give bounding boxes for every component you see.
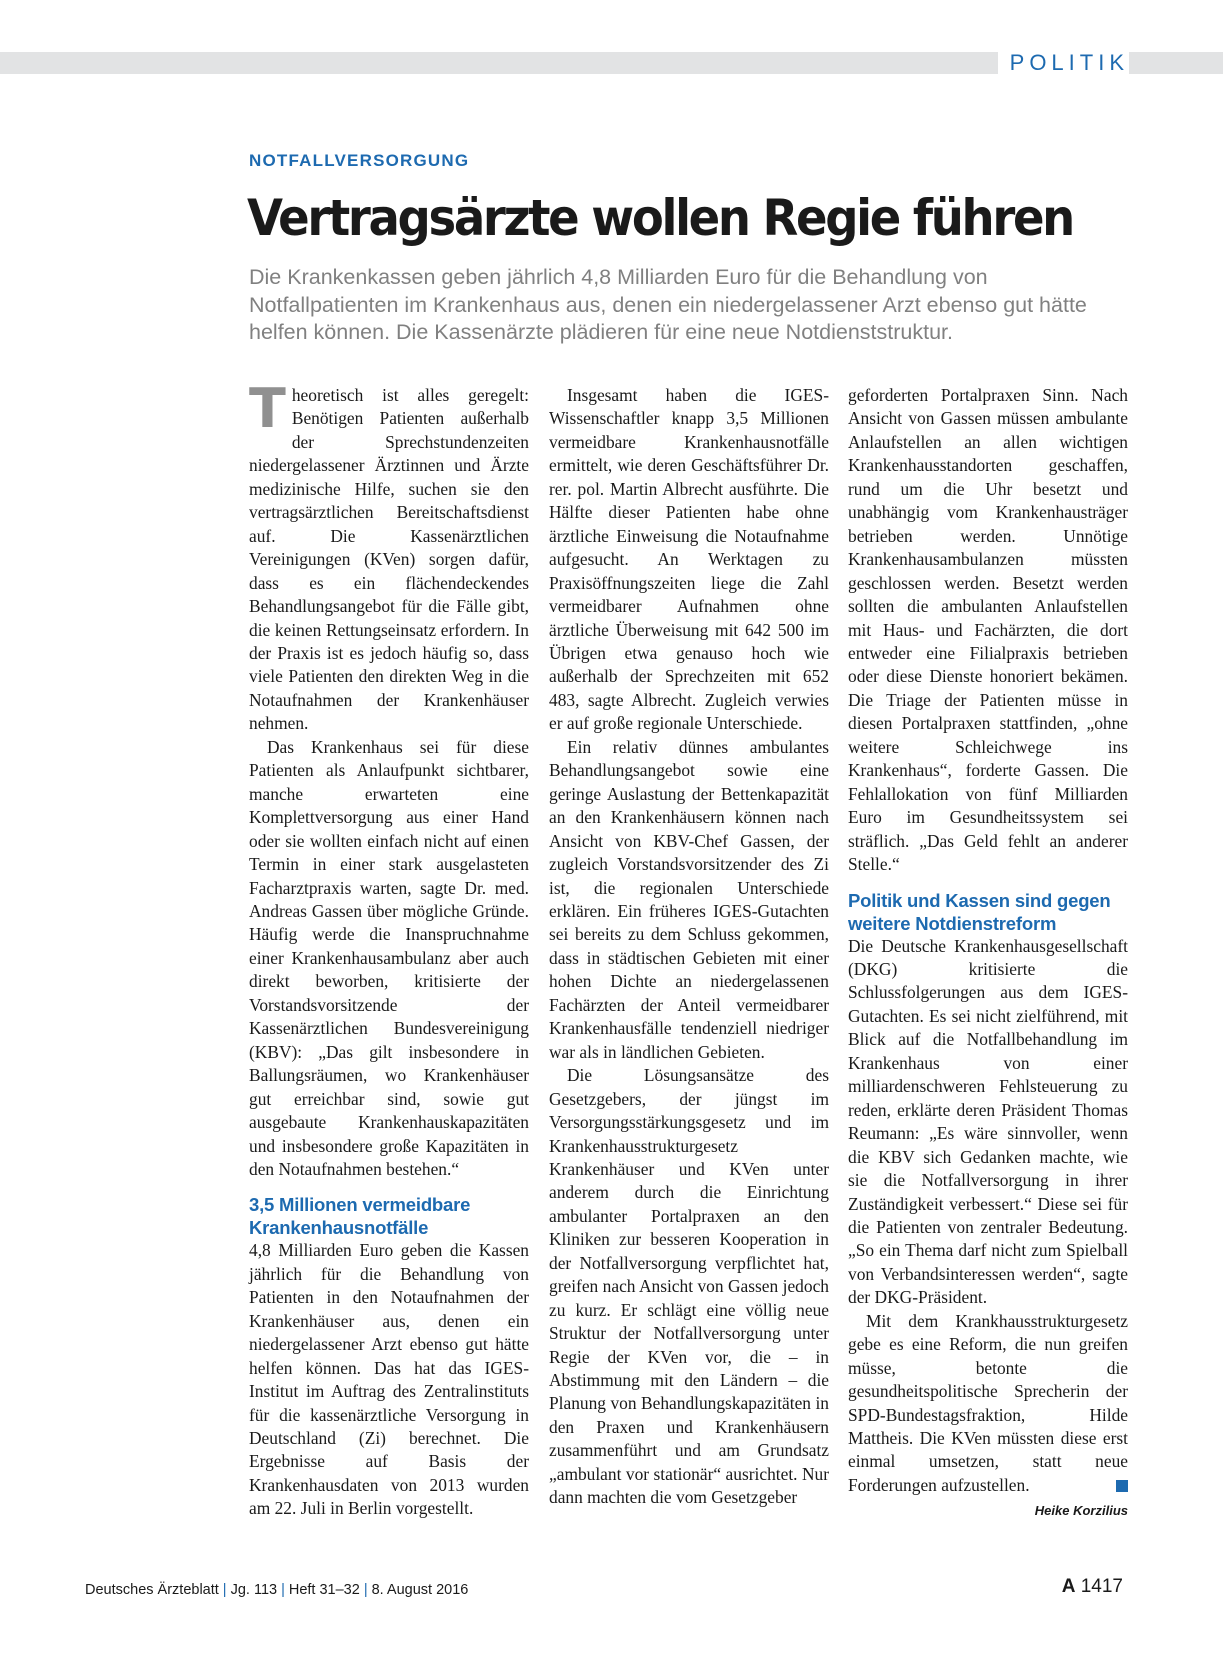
author-byline: Heike Korzilius <box>1034 1503 1128 1519</box>
section-label: POLITIK <box>998 48 1129 78</box>
paragraph-1 <box>249 377 529 736</box>
article-headline: Vertragsärzte wollen Regie führen <box>247 189 1073 247</box>
page-prefix: A <box>1061 1576 1076 1597</box>
footer-issue: Heft 31–32 <box>288 1582 360 1598</box>
text-column-3 <box>848 384 1128 1523</box>
paragraph-1-text: heoretisch ist alles geregelt: Benötigen Patienten außerhalb der Sprechstundenzeiten niedergelassener Ärztinnen und Ärzte medizinische Hilfe, suchen sie den vertragsärztlichen Bereitschaftsdienst auf. Die Kassenärztlichen Vereinigungen (KVen) sorgen dafür, dass es ein flächendeckendes Behandlungsangebot für die Fälle gibt, die keinen Rettungseinsatz erfordern. In der Praxis ist es jedoch häufig so, dass viele Patienten den direkten Weg in die Notaufnahmen der Krankenhäuser nehmen. <box>249 385 529 734</box>
paragraph-2: Das Krankenhaus sei für diese Patienten als Anlaufpunkt sichtbarer, manche erwarteten eine Komplettversorgung aus einer Hand oder sie wollten einfach nicht auf einen Termin in einer stark ausgelasteten Facharztpraxis warten, sagte Dr. med. Andreas Gassen über mögliche Gründe. Häufig werde die Inanspruchnahme einer Krankenhausambulanz aber auch direkt beworben, kritisierte der Vorstandsvorsitzende der Kassenärztlichen Bundesvereinigung (KBV): „Das gilt insbesondere in Ballungsräumen, wo Krankenhäuser gut erreichbar sind, sowie gut ausgebaute Krankenhauskapazitäten und insbesondere große Kapazitäten in den Notaufnahmen bestehen.“ <box>249 736 529 1179</box>
article-teaser: Die Krankenkassen geben jährlich 4,8 Milliarden Euro für die Behandlung von Notfallpatienten im Krankenhaus aus, denen ein niedergelassener Arzt ebenso gut hätte helfen können. Die Kassenärzte plädieren für eine neue Notdienststruktur. <box>249 265 1087 344</box>
page-number-value: 1417 <box>1080 1576 1123 1597</box>
text-column-1 <box>249 377 529 1521</box>
footer-separator: | <box>363 1582 368 1598</box>
footer-volume: Jg. 113 <box>230 1582 278 1598</box>
paragraph-3: 4,8 Milliarden Euro geben die Kassen jährlich für die Behandlung von Patienten in den Notaufnahmen der Krankenhäuser aus, denen ein niedergelassener Arzt ebenso gut hätte helfen können. Das hat das IGES-Institut im Auftrag des Zentralinstituts für die kassenärztliche Versorgung in Deutschland (Zi) berechnet. Die Ergebnisse auf Basis der Krankenhausdaten von 2013 wurden am 22. Juli in Berlin vorgestellt. <box>249 1240 529 1519</box>
paragraph-5: Ein relativ dünnes ambulantes Behandlungsangebot sowie eine geringe Auslastung der Bettenkapazität an den Krankenhäusern können nach Ansicht von KBV-Chef Gassen, der zugleich Vorstandsvorsitzender des Zi ist, die regionalen Unterschiede erklären. Ein früheres IGES-Gutachten sei bereits zu dem Schluss gekommen, dass in städtischen Gebieten mit einer hohen Dichte an niedergelassenen Fachärzten der Anteil vermeidbarer Krankenhausfälle tendenziell niedriger war als in ländlichen Gebieten. <box>549 736 829 1062</box>
paragraph-8-text: Mit dem Krankhausstrukturgesetz gebe es eine Reform, die nun greifen müsse, betonte die gesundheitspolitische Sprecherin der SPD-Bundestagsfraktion, Hilde Mattheis. Die KVen müssten diese erst einmal umsetzen, statt neue Forderungen aufzustellen. <box>848 1310 1128 1495</box>
footer-date: 8. August 2016 <box>371 1582 469 1598</box>
paragraph-6-part-1: Die Lösungsansätze des Gesetzgebers, der jüngst im Versorgungsstärkungsgesetz und im Krankenhausstrukturgesetz Krankenhäuser und KVen unter anderem durch die Einrichtung ambulanter Portalpraxen an den Kliniken zur besseren Kooperation in der Notfallversorgung verpflichtet hat, greifen nach Ansicht von Gassen jedoch zu kurz. Er schlägt eine völlig neue Struktur der Notfallversorgung unter Regie der KVen vor, die – in Abstimmung mit den Ländern – die Planung von Behandlungskapazitäten in den Praxen und Krankenhäusern zusammenführt und am Grundsatz „ambulant vor stationär“ ausrichtet. Nur dann machten die vom Gesetzgeber <box>549 1065 829 1508</box>
page-number <box>1062 1576 1123 1598</box>
footer-separator: | <box>222 1582 227 1598</box>
subheading-2: Politik und Kassen sind gegen weitere Notdienstreform <box>848 889 1111 934</box>
paragraph-8 <box>848 1310 1128 1498</box>
subheading-1: 3,5 Millionen vermeidbare Krankenhausnotfälle <box>249 1194 471 1239</box>
article-kicker: NOTFALLVERSORGUNG <box>249 151 470 170</box>
end-mark-icon <box>1116 1480 1128 1492</box>
paragraph-7: Die Deutsche Krankenhausgesellschaft (DKG) kritisierte die Schlussfolgerungen aus dem IGES-Gutachten. Es sei nicht zielführend, mit Blick auf die Notfallbehandlung im Krankenhaus von einer milliardenschweren Fehlsteuerung zu reden, erklärte deren Präsident Thomas Reumann: „Es wäre sinnvoller, wenn die KBV sich Gedanken machte, wie sie die Notfallversorgung in ihrer Zuständigkeit verbessert.“ Diese sei für die Patienten von zentraler Bedeutung. „So ein Thema darf nicht zum Spielball von Verbandsinteressen werden“, sagte der DKG-Präsident. <box>848 935 1128 1308</box>
drop-cap: T <box>249 377 286 440</box>
paragraph-4: Insgesamt haben die IGES-Wissenschaftler knapp 3,5 Millionen vermeidbare Krankenhausnotfälle ermittelt, wie deren Geschäftsführer Dr. rer. pol. Martin Albrecht ausführte. Die Hälfte dieser Patienten habe ohne ärztliche Einweisung die Notaufnahme aufgesucht. An Werktagen zu Praxisöffnungszeiten liege die Zahl vermeidbarer Aufnahmen ohne ärztliche Überweisung mit 642 500 im Übrigen etwa genauso hoch wie außerhalb der Sprechzeiten mit 652 483, sagte Albrecht. Zugleich verwies er auf große regionale Unterschiede. <box>549 385 829 734</box>
footer-publication: Deutsches Ärzteblatt <box>85 1582 219 1598</box>
paragraph-6-part-2: geforderten Portalpraxen Sinn. Nach Ansicht von Gassen müssen ambulante Anlaufstellen an allen wichtigen Krankenhausstandorten geschaffen, rund um die Uhr besetzt und unabhängig vom Krankenhausträger betrieben werden. Unnötige Krankenhausambulanzen müssten geschlossen werden. Besetzt werden sollten die ambulanten Anlaufstellen mit Haus- und Fachärzten, die dort entweder eine Filialpraxis betrieben oder diese Dienste honoriert bekämen. Die Triage der Patienten müsse in diesen Portalpraxen stattfinden, „ohne weitere Schleichwege ins Krankenhaus“, forderte Gassen. Die Fehlallokation von fünf Milliarden Euro im Gesundheitssystem sei sträflich. „Das Geld fehlt an anderer Stelle.“ <box>848 385 1128 875</box>
text-column-2 <box>549 384 829 1510</box>
page-footer <box>85 1582 468 1598</box>
footer-separator: | <box>281 1582 285 1598</box>
